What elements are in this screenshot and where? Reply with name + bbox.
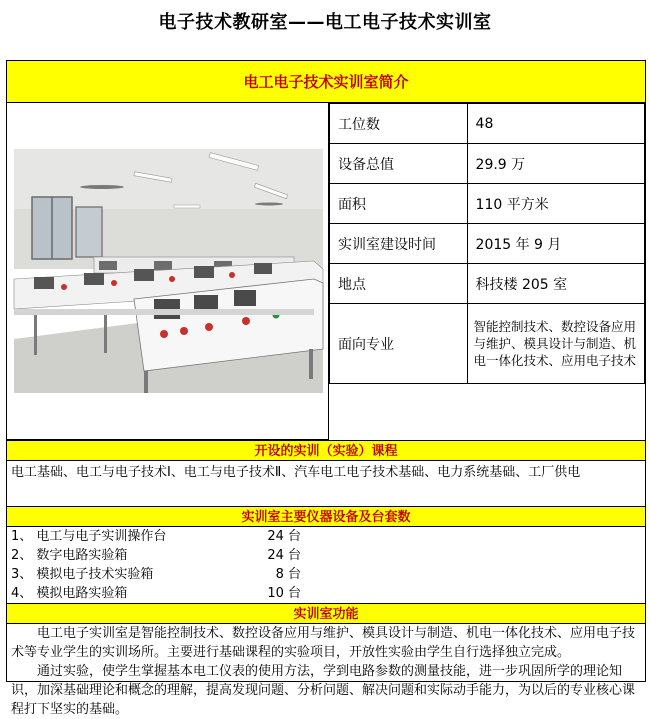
- lab-intro-table: [6, 60, 646, 717]
- equipment-header: [7, 506, 645, 527]
- info-label: 面向专业: [330, 304, 468, 384]
- intro-header: 电工电子技术实训室简介: [7, 61, 645, 103]
- info-value: 110 平方米: [467, 184, 644, 224]
- equipment-name: 3、 模拟电子技术实验箱: [11, 567, 154, 582]
- info-label: 设备总值: [330, 144, 468, 184]
- courses-text: 电工基础、电工与电子技术Ⅰ、电工与电子技术Ⅱ、汽车电工电子技术基础、电力系统基础、工厂供电: [11, 465, 581, 480]
- function-paragraph: 电工电子实训室是智能控制技术、数控设备应用与维护、模具设计与制造、机电一体化技术、应用电子技术等专业学生的实训场所。主要进行基础课程的实验项目，开放性实验由学生自行选择独立完成。: [11, 626, 636, 660]
- page-title: 电子技术教研室——电工电子技术实训室: [158, 12, 492, 33]
- info-value: 48: [467, 104, 644, 144]
- courses-header: [7, 440, 645, 461]
- equipment-qty: 24 台: [267, 529, 301, 544]
- equipment-name: 4、 模拟电路实验箱: [11, 586, 128, 601]
- info-row: [330, 264, 645, 304]
- info-value: 智能控制技术、数控设备应用与维护、模具设计与制造、机电一体化技术、应用电子技术: [467, 304, 644, 384]
- function-text: [11, 624, 641, 719]
- info-row: [330, 304, 645, 384]
- equipment-item: [11, 546, 411, 565]
- equipment-qty: 24 台: [267, 548, 301, 563]
- equipment-name: 1、 电工与电子实训操作台: [11, 529, 167, 544]
- info-row: [330, 224, 645, 264]
- equipment-list: [11, 527, 411, 603]
- equipment-item: [11, 527, 411, 546]
- photo-cell: [7, 103, 329, 440]
- info-value: 2015 年 9 月: [467, 224, 644, 264]
- lab-photo: [14, 149, 323, 393]
- courses-header-text: 开设的实训（实验）课程: [254, 444, 398, 459]
- equipment-item: [11, 565, 411, 584]
- equipment-qty: 8 台: [275, 567, 301, 582]
- info-row: [330, 104, 645, 144]
- info-row: [330, 144, 645, 184]
- function-header: [7, 603, 645, 624]
- equipment-header-text: 实训室主要仪器设备及台套数: [241, 510, 411, 525]
- info-label: 面积: [330, 184, 468, 224]
- info-label: 实训室建设时间: [330, 224, 468, 264]
- info-value: 科技楼 205 室: [467, 264, 644, 304]
- info-label: 工位数: [330, 104, 468, 144]
- info-value: 29.9 万: [467, 144, 644, 184]
- function-header-text: 实训室功能: [293, 607, 359, 622]
- function-paragraph: 通过实验，使学生掌握基本电工仪表的使用方法，学到电路参数的测量技能，进一步巩固所学的理论知识，加深基础理论和概念的理解，提高发现问题、分析问题、解决问题和实际动手能力，为以后的专业核心课程打下坚实的基础。: [11, 664, 636, 717]
- equipment-name: 2、 数字电路实验箱: [11, 548, 128, 563]
- equipment-item: [11, 584, 411, 603]
- info-label: 地点: [330, 264, 468, 304]
- info-table: [329, 103, 645, 384]
- equipment-qty: 10 台: [267, 586, 301, 601]
- info-row: [330, 184, 645, 224]
